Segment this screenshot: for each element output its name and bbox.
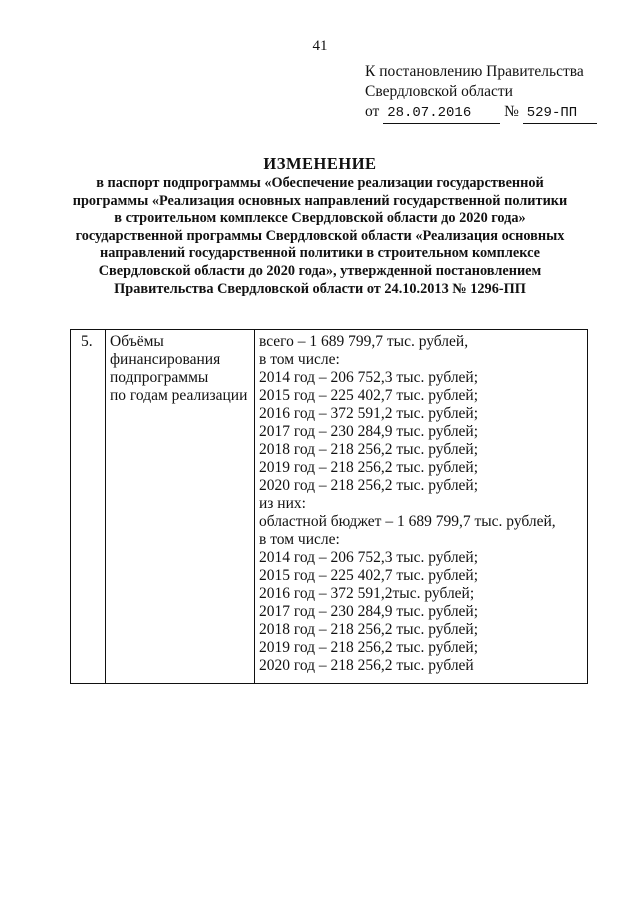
- value-line: 2014 год – 206 752,3 тыс. рублей;: [259, 369, 479, 386]
- value-line: из них:: [259, 495, 306, 512]
- label-line: подпрограммы: [110, 369, 209, 386]
- value-line: 2016 год – 372 591,2 тыс. рублей;: [259, 405, 479, 422]
- row-number-cell: 5.: [71, 330, 106, 684]
- appendix-line-1: К постановлению Правительства: [365, 63, 584, 80]
- value-line: 2019 год – 218 256,2 тыс. рублей;: [259, 639, 479, 656]
- title-line: направлений государственной политики в строительном комплексе: [100, 245, 540, 262]
- title-heading: ИЗМЕНЕНИЕ: [263, 154, 377, 173]
- value-line: 2018 год – 218 256,2 тыс. рублей;: [259, 441, 479, 458]
- value-line: 2015 год – 225 402,7 тыс. рублей;: [259, 567, 479, 584]
- appendix-reference: [365, 62, 597, 124]
- value-line: всего – 1 689 799,7 тыс. рублей,: [259, 333, 469, 350]
- title-line: программы «Реализация основных направлений государственной политики: [72, 192, 568, 209]
- table-row: [71, 330, 588, 684]
- page-number: 41: [312, 38, 328, 54]
- value-line: 2017 год – 230 284,9 тыс. рублей;: [259, 603, 479, 620]
- title-line: в паспорт подпрограммы «Обеспечение реализации государственной: [96, 175, 544, 191]
- document-title: [40, 153, 600, 298]
- title-line: государственной программы Свердловской области «Реализация основных: [75, 227, 565, 244]
- resolution-date: 28.07.2016: [383, 103, 500, 124]
- value-line: 2017 год – 230 284,9 тыс. рублей;: [259, 423, 479, 440]
- label-line: по годам реализации: [110, 387, 248, 404]
- financing-table: [70, 329, 588, 684]
- row-label-cell: [106, 330, 255, 684]
- number-prefix: №: [504, 103, 519, 120]
- row-value-cell: [255, 330, 588, 684]
- value-line: 2019 год – 218 256,2 тыс. рублей;: [259, 459, 479, 476]
- value-line: 2020 год – 218 256,2 тыс. рублей;: [259, 477, 479, 494]
- resolution-number: 529-ПП: [523, 103, 597, 124]
- appendix-line-2: Свердловской области: [365, 83, 513, 100]
- value-line: 2015 год – 225 402,7 тыс. рублей;: [259, 387, 479, 404]
- title-line: Правительства Свердловской области от 24.10.2013 № 1296-ПП: [114, 280, 526, 297]
- value-line: 2014 год – 206 752,3 тыс. рублей;: [259, 549, 479, 566]
- value-line: 2020 год – 218 256,2 тыс. рублей: [259, 657, 474, 674]
- appendix-date-line: [365, 102, 597, 124]
- label-line: Объёмы: [110, 333, 164, 350]
- value-line: областной бюджет – 1 689 799,7 тыс. рублей,: [259, 513, 556, 530]
- label-line: финансирования: [110, 351, 221, 368]
- value-line: в том числе:: [259, 531, 340, 548]
- value-line: 2016 год – 372 591,2тыс. рублей;: [259, 585, 475, 602]
- value-line: 2018 год – 218 256,2 тыс. рублей;: [259, 621, 479, 638]
- title-line: в строительном комплексе Свердловской области до 2020 года»: [114, 210, 526, 227]
- date-prefix: от: [365, 103, 380, 120]
- value-line: в том числе:: [259, 351, 340, 368]
- title-line: Свердловской области до 2020 года», утвержденной постановлением: [98, 262, 542, 279]
- title-subtitle: [40, 175, 600, 298]
